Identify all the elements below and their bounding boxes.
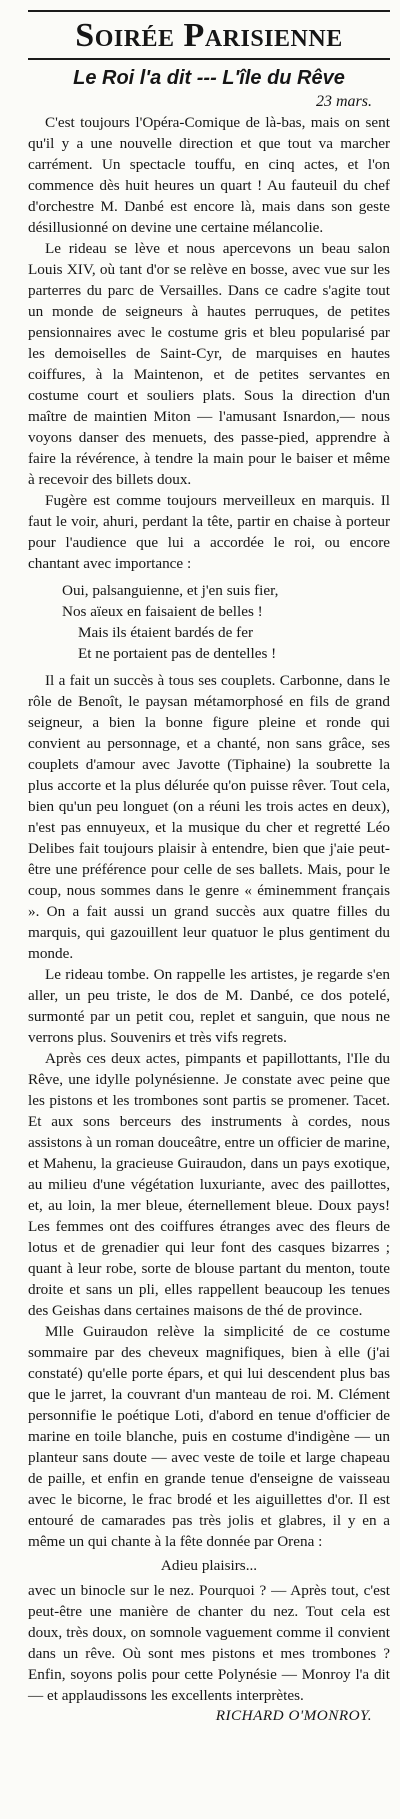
paragraph-3: Fugère est comme toujours merveilleux en marquis. Il faut le voir, ahuri, perdant la tête, partir en chaise à porteur pour l'audience que lui a accordée le roi, ou encore chantant avec importance :	[28, 492, 390, 572]
verse-block	[62, 580, 390, 664]
verse-line-4: Et ne portaient pas de dentelles !	[78, 645, 277, 662]
title-rule	[28, 58, 390, 60]
song-title-line: Adieu plaisirs...	[160, 1557, 258, 1574]
paragraph-5: Le rideau tombe. On rappelle les artistes, je regarde s'en aller, un peu triste, le dos de M. Danbé, ce dos potelé, surmonté par un petit cou, replet et sanguin, que nous ne verrons plus. Souvenirs et très vifs regrets.	[28, 966, 390, 1046]
paragraph-6: Après ces deux actes, pimpants et papillottants, l'Ile du Rêve, une idylle polynésienne. Je constate avec peine que les pistons et les trombones sont partis se promener. Tacet. Et aux sons berceurs des instruments à cordes, nous assistons à un roman douceâtre, entre un officier de marine, et Mahenu, la gracieuse Guiraudon, dans un pays exotique, au milieu d'une végétation luxuriante, avec des paillottes, et, au loin, la mer bleue, éternellement bleue. Doux pays! Les femmes ont des coiffures étranges avec des fleurs de lotus et de grenadier qui leur font des casques bizarres ; quant à leur robe, sorte de blouse partant du menton, toute droite et sans un pli, elles rappellent beaucoup les tenues des Geishas dans certaines maisons de thé de province.	[28, 1050, 390, 1319]
verse-line-1: Oui, palsanguienne, et j'en suis fier,	[62, 582, 279, 599]
article-subtitle: Le Roi l'a dit --- L'île du Rêve	[73, 67, 345, 89]
paragraph-1: C'est toujours l'Opéra-Comique de là-bas, mais on sent qu'il y a une nouvelle direction et que tout va marcher carrément. Un spectacle touffu, en cinq actes, et l'on commence dès huit heures un quart ! Au fauteuil du chef d'orchestre M. Danbé est encore là, mais dans son geste désillusionné on devine une certaine mélancolie.	[28, 114, 390, 236]
article-column	[28, 10, 390, 1726]
top-rule	[28, 10, 390, 12]
paragraph-2: Le rideau se lève et nous apercevons un beau salon Louis XIV, où tant d'or se relève en bosse, avec vue sur les parterres du parc de Versailles. Dans ce cadre s'agite tout un monde de seigneurs à hautes perruques, de petites pensionnaires avec le costume gris et bleu popularisé par les demoiselles de Saint-Cyr, de marquises en hautes coiffures, à la Maintenon, et de petites servantes en costume court et souliers plats. Sous la direction d'un maître de maintien Miton — l'amusant Isnardon,— nous voyons danser des menuets, des passe-pied, apprendre à faire la révérence, à tendre la main pour le baiser et même à recevoir des billets doux.	[28, 240, 390, 488]
article-date: 23 mars.	[315, 93, 372, 110]
paragraph-7: Mlle Guiraudon relève la simplicité de ce costume sommaire par des cheveux magnifiques, bien à elle (j'ai constaté) qu'elle porte épars, et qui lui descendent plus bas que le jarret, la couvrant d'un manteau de roi. M. Clément personnifie le poétique Loti, d'abord en tenue d'officier de marine en toile blanche, puis en costume d'indigène — un planteur sans doute — avec veste de toile et large chapeau de paille, et enfin en grande tenue d'enseigne de vaisseau avec le bicorne, le frac brodé et les aiguillettes d'or. Il est entouré de camarades pas très jolis et glabres, il y en a même un qui chante à la fête donnée par Orena :	[28, 1323, 390, 1550]
article-title: Soirée Parisienne	[75, 17, 343, 54]
closing-paragraph: avec un binocle sur le nez. Pourquoi ? — Après tout, c'est peut-être une manière de chanter du nez. Tout cela est doux, très doux, on somnole vaguement comme il convient dans un rêve. Où sont mes pistons et mes trombones ? Enfin, soyons polis pour cette Polynésie — Monroy l'a dit — et applaudissons les excellents interprètes.	[28, 1582, 390, 1704]
paragraph-4: Il a fait un succès à tous ses couplets. Carbonne, dans le rôle de Benoît, le paysan métamorphosé en fils de grand seigneur, a bien la bonne figure pleine et ronde qui convient au personnage, et a chanté, non sans grâce, ses couplets d'amour avec Javotte (Tiphaine) la soubrette la plus accorte et la plus délurée qu'on puisse rêver. Tout cela, bien qu'un peu longuet (on a réuni les trois actes en deux), n'est pas ennuyeux, et la musique du cher et regretté Léo Delibes fait toujours plaisir à entendre, bien que j'aie peut-être une préférence pour celle de ses ballets. Mais, pour le coup, nous sommes dans le genre « éminemment français ». On a fait aussi un grand succès aux quatre filles du marquis, qui gazouillent leur quatuor le plus gentiment du monde.	[28, 672, 390, 962]
verse-line-3: Mais ils étaient bardés de fer	[78, 624, 254, 641]
verse-line-2: Nos aïeux en faisaient de belles !	[62, 603, 263, 620]
author-signature: RICHARD O'MONROY.	[215, 1707, 372, 1724]
